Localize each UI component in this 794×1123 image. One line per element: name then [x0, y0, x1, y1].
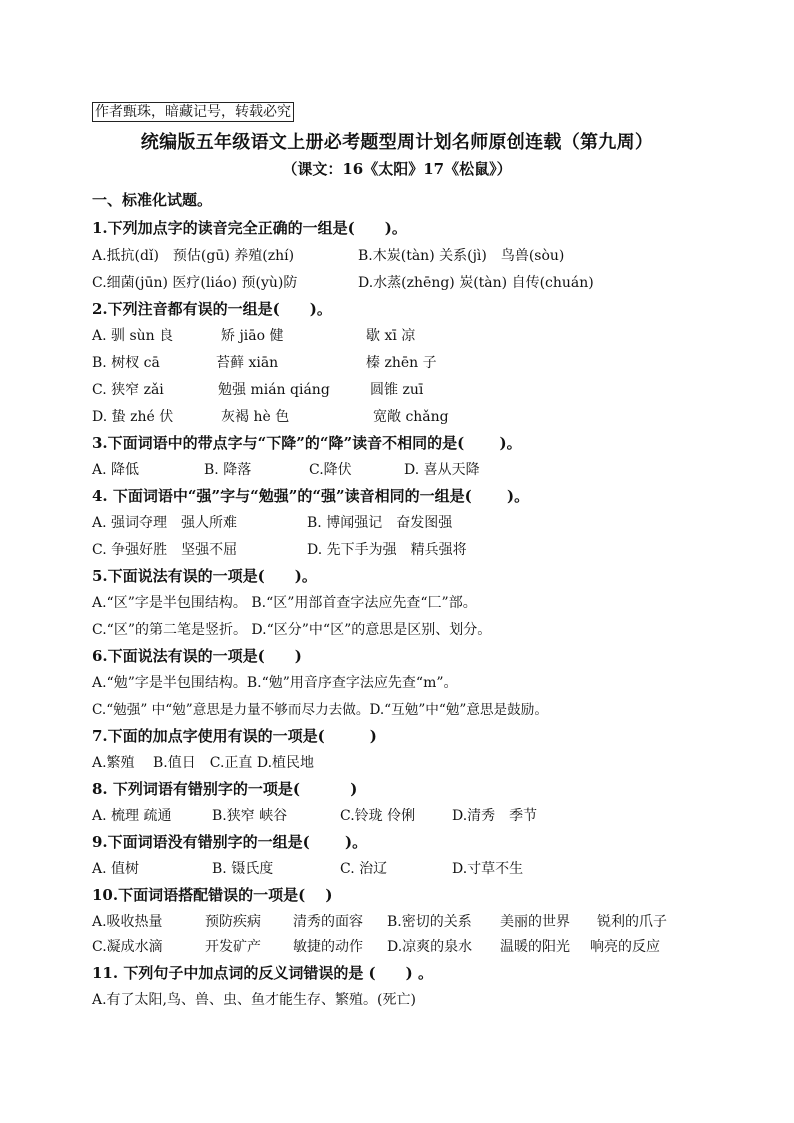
- question-11-stem: 11. 下列句子中加点词的反义词错误的是 ( ) 。: [92, 964, 433, 982]
- question-2-b-2: 苔藓 xiān: [216, 355, 279, 371]
- question-6-line-1: A.“勉”字是半包围结构。B.“勉”用音序查字法应先查“m”。: [92, 675, 458, 691]
- question-3-option-b: B. 降落: [204, 462, 252, 478]
- question-8-option-d: D.清秀 季节: [452, 808, 538, 824]
- question-1-option-d: D.水蒸(zhēng) 炭(tàn) 自传(chuán): [358, 275, 594, 291]
- question-5-stem: 5.下面说法有误的一项是( )。: [92, 567, 317, 585]
- page-subtitle: （课文：16《太阳》17《松鼠》）: [282, 160, 512, 178]
- question-2-c-2: 勉强 mián qiáng: [218, 382, 330, 398]
- question-10-a-2: 预防疾病: [205, 914, 261, 930]
- question-5-line-2: C.“区”的第二笔是竖折。 D.“区分”中“区”的意思是区别、划分。: [92, 622, 492, 638]
- question-2-d-2: 灰褐 hè 色: [221, 409, 290, 425]
- question-10-b-2: 美丽的世界: [500, 914, 570, 930]
- question-2-a-3: 歇 xī 凉: [366, 328, 416, 344]
- question-8-option-b: B.狭窄 峡谷: [212, 808, 288, 824]
- question-10-c-2: 开发矿产: [205, 939, 261, 955]
- question-10-stem: 10.下面词语搭配错误的一项是( ): [92, 886, 333, 904]
- question-8-option-c: C.铃珑 伶俐: [340, 808, 416, 824]
- question-4-option-a: A. 强词夺理 强人所难: [92, 515, 238, 531]
- question-9-stem: 9.下面词语没有错别字的一组是( )。: [92, 833, 368, 851]
- question-7-stem: 7.下面的加点字使用有误的一项是( ): [92, 727, 377, 745]
- question-2-d-1: D. 蛰 zhé 伏: [92, 409, 174, 425]
- question-6-line-2: C.“勉强” 中“勉”意思是力量不够而尽力去做。D.“互勉”中“勉”意思是鼓励。: [92, 702, 548, 718]
- question-9-option-b: B. 镊氏度: [212, 861, 274, 877]
- question-4-stem: 4. 下面词语中“强”字与“勉强”的“强”读音相同的一组是( )。: [92, 487, 530, 505]
- question-9-option-c: C. 治辽: [340, 861, 388, 877]
- question-8-option-a: A. 梳理 疏通: [92, 808, 172, 824]
- question-10-b-3: 锐利的爪子: [597, 914, 667, 930]
- question-2-b-3: 榛 zhēn 子: [366, 355, 437, 371]
- question-4-option-c: C. 争强好胜 坚强不屈: [92, 542, 238, 558]
- question-1-stem: 1.下列加点字的读音完全正确的一组是( )。: [92, 219, 407, 237]
- question-2-d-3: 宽敞 chǎng: [373, 409, 449, 425]
- question-9-option-a: A. 值树: [92, 861, 140, 877]
- question-9-option-d: D.寸草不生: [452, 861, 524, 877]
- question-7-line-1: A.繁殖 B.值日 C.正直 D.植民地: [92, 755, 315, 771]
- question-3-option-d: D. 喜从天降: [404, 462, 480, 478]
- question-10-a-1: A.吸收热量: [92, 914, 163, 930]
- question-3-option-c: C.降伏: [309, 462, 352, 478]
- question-10-d-1: D.凉爽的泉水: [387, 939, 473, 955]
- question-10-c-3: 敏捷的动作: [293, 939, 363, 955]
- question-2-c-3: 圆锥 zuī: [370, 382, 424, 398]
- question-2-b-1: B. 树杈 cā: [92, 355, 160, 371]
- question-3-stem: 3.下面词语中的带点字与“下降”的“降”读音不相同的是( )。: [92, 434, 522, 452]
- question-2-c-1: C. 狭窄 zǎi: [92, 382, 164, 398]
- question-2-a-1: A. 驯 sùn 良: [92, 328, 174, 344]
- question-2-a-2: 矫 jiāo 健: [221, 328, 284, 344]
- question-8-stem: 8. 下列词语有错别字的一项是( ): [92, 780, 358, 798]
- question-6-stem: 6.下面说法有误的一项是( ): [92, 647, 302, 665]
- question-3-option-a: A. 降低: [92, 462, 140, 478]
- question-1-option-b: B.木炭(tàn) 关系(jì) 鸟兽(sòu): [358, 248, 565, 264]
- question-10-d-2: 温暖的阳光: [500, 939, 570, 955]
- question-5-line-1: A.“区”字是半包围结构。 B.“区”用部首查字法应先查“匚”部。: [92, 595, 477, 611]
- question-10-b-1: B.密切的关系: [387, 914, 472, 930]
- question-2-stem: 2.下列注音都有误的一组是( )。: [92, 300, 332, 318]
- question-10-d-3: 响亮的反应: [590, 939, 660, 955]
- section-heading: 一、标准化试题。: [92, 191, 213, 209]
- question-10-a-3: 清秀的面容: [293, 914, 363, 930]
- question-11-line-1: A.有了太阳,鸟、兽、虫、鱼才能生存、繁殖。(死亡): [92, 992, 416, 1008]
- author-note: 作者甄珠，暗藏记号，转载必究: [92, 102, 294, 122]
- question-1-option-a: A.抵抗(dǐ) 预估(gū) 养殖(zhí): [92, 248, 295, 264]
- question-10-c-1: C.凝成水滴: [92, 939, 163, 955]
- question-4-option-d: D. 先下手为强 精兵强将: [307, 542, 467, 558]
- question-4-option-b: B. 博闻强记 奋发图强: [307, 515, 453, 531]
- page-title: 统编版五年级语文上册必考题型周计划名师原创连载（第九周）: [140, 132, 654, 153]
- question-1-option-c: C.细菌(jūn) 医疗(liáo) 预(yù)防: [92, 275, 298, 291]
